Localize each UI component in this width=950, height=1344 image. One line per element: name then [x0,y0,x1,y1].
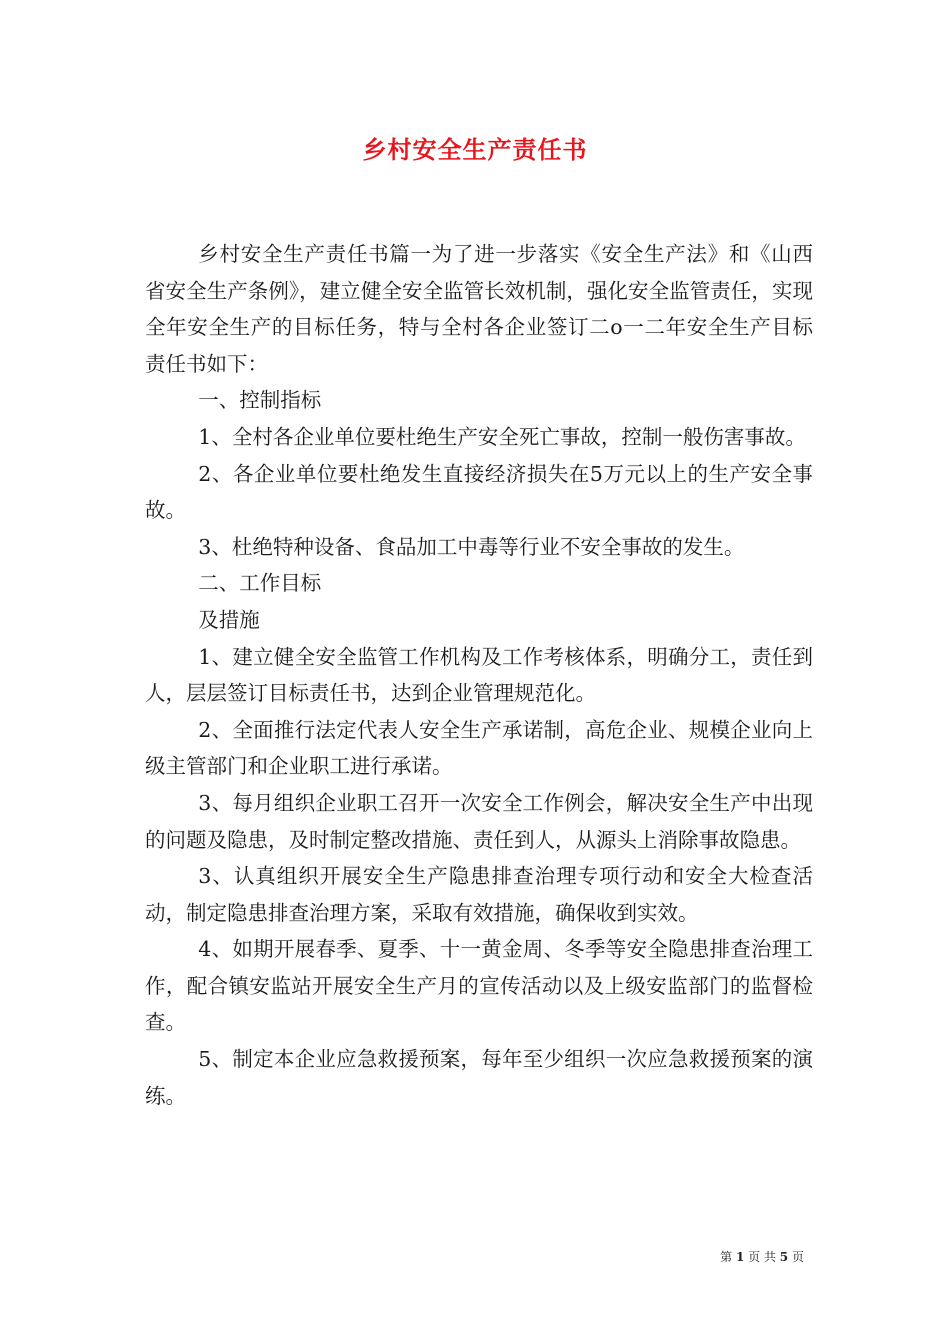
total-pages-number: 5 [779,1250,789,1264]
page-middle: 页 共 [748,1250,776,1264]
paragraph-item: 3、每月组织企业职工召开一次安全工作例会，解决安全生产中出现的问题及隐患，及时制定整改措施、责任到人，从源头上消除事故隐患。 [145,790,813,852]
paragraph-item: 1、建立健全安全监管工作机构及工作考核体系，明确分工，责任到人，层层签订目标责任书，达到企业管理规范化。 [145,644,813,706]
paragraph-item: 3、杜绝特种设备、食品加工中毒等行业不安全事故的发生。 [198,534,745,559]
paragraph-item: 1、全村各企业单位要杜绝生产安全死亡事故，控制一般伤害事故。 [198,424,806,449]
page-number-footer [720,1248,804,1265]
current-page-number: 1 [735,1250,745,1264]
paragraph-intro: 乡村安全生产责任书篇一为了进一步落实《安全生产法》和《山西省安全生产条例》，建立健全安全监管长效机制，强化安全监管责任，实现全年安全生产的目标任务，特与全村各企业签订二o一二年安全生产目标责任书如下： [145,242,813,376]
document-title: 乡村安全生产责任书 [362,135,588,164]
page-suffix: 页 [791,1250,804,1264]
section-heading-continuation: 及措施 [198,607,260,632]
paragraph-item: 5、制定本企业应急救援预案，每年至少组织一次应急救援预案的演练。 [145,1047,813,1108]
paragraph-item: 2、全面推行法定代表人安全生产承诺制，高危企业、规模企业向上级主管部门和企业职工进行承诺。 [145,717,813,779]
section-heading-control-indicators: 一、控制指标 [198,388,322,413]
document-body [145,236,813,1114]
paragraph-item: 2、各企业单位要杜绝发生直接经济损失在5万元以上的生产安全事故。 [145,461,813,523]
page-prefix: 第 [720,1250,733,1264]
section-heading-work-goals: 二、工作目标 [198,571,322,596]
paragraph-item: 3、认真组织开展安全生产隐患排查治理专项行动和安全大检查活动，制定隐患排查治理方案，采取有效措施，确保收到实效。 [145,864,813,925]
paragraph-item: 4、如期开展春季、夏季、十一黄金周、冬季等安全隐患排查治理工作，配合镇安监站开展安全生产月的宣传活动以及上级安监部门的监督检查。 [145,937,813,1035]
